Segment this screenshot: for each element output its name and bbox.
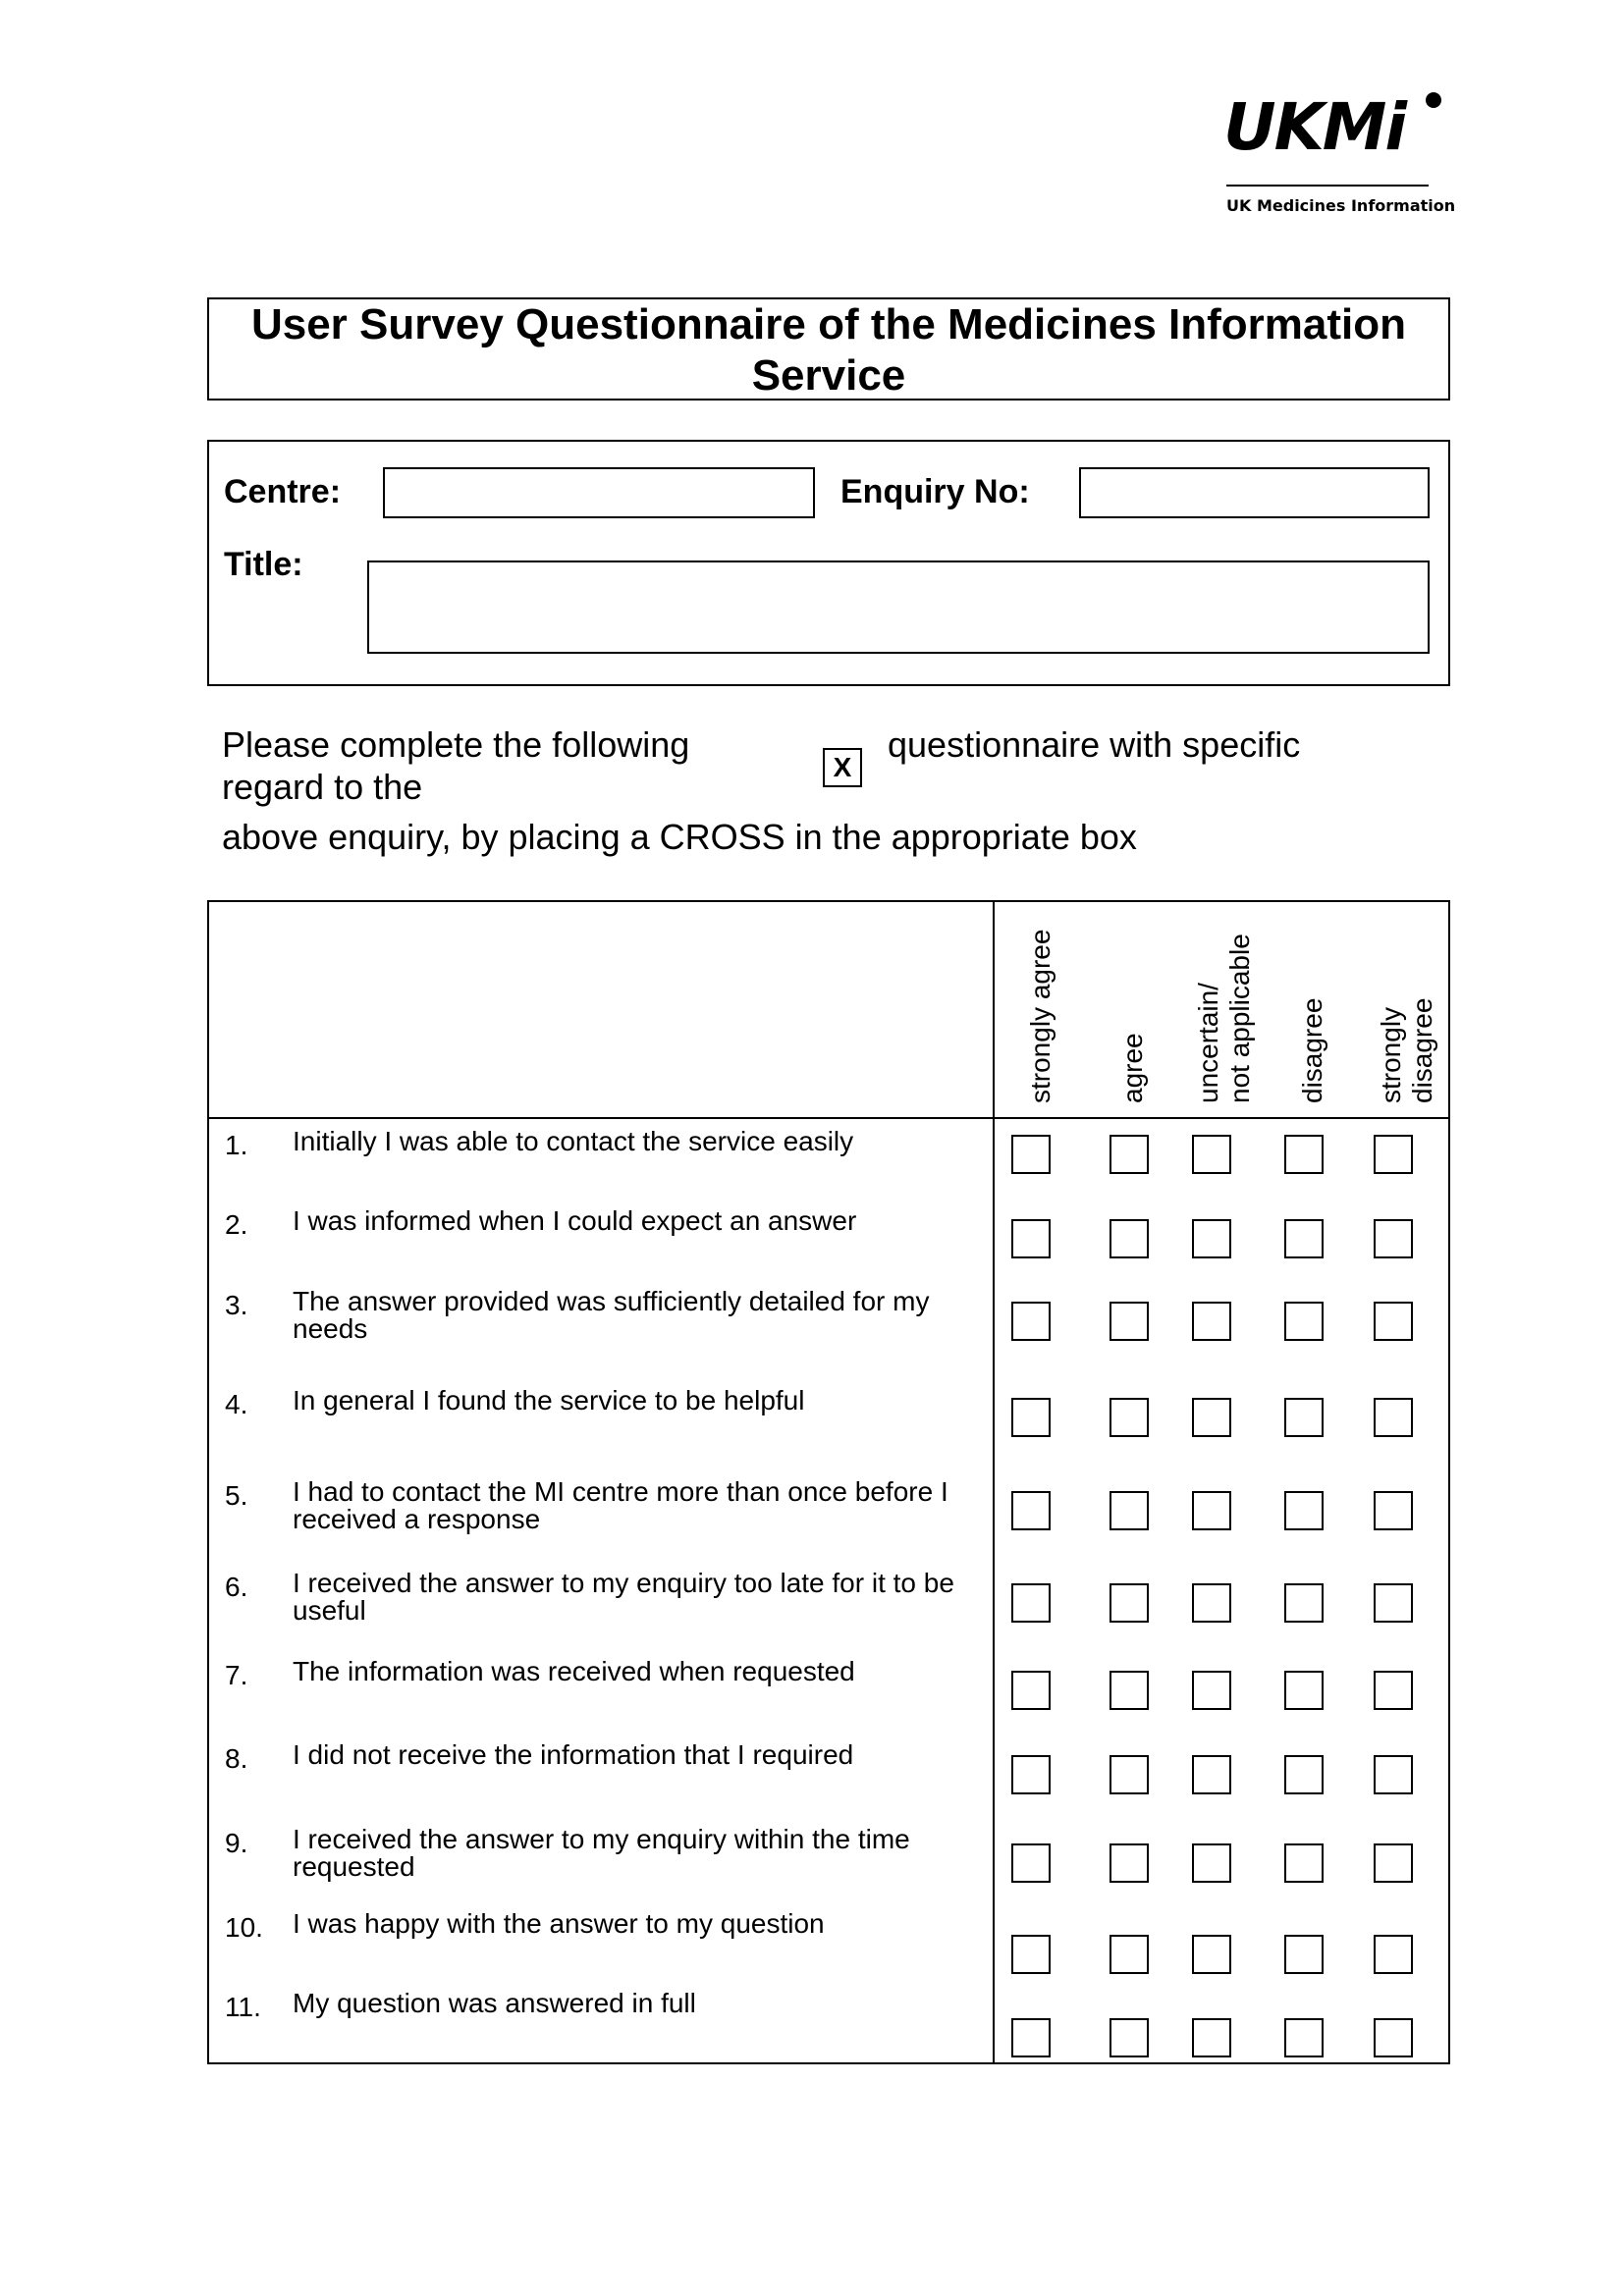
question-text: I had to contact the MI centre more than once before I received a response	[293, 1476, 948, 1534]
checkbox-agree[interactable]	[1110, 1671, 1149, 1710]
checkbox-agree[interactable]	[1110, 1302, 1149, 1341]
question-text: The information was received when requested	[293, 1656, 855, 1686]
checkbox-strongly-disagree[interactable]	[1374, 1935, 1413, 1974]
checkbox-disagree[interactable]	[1284, 1219, 1324, 1258]
checkbox-strongly-agree[interactable]	[1011, 1491, 1051, 1530]
enquiry-no-label: Enquiry No:	[840, 473, 1030, 510]
example-cross-box: X	[823, 748, 862, 787]
question-number: 3.	[225, 1290, 248, 1320]
column-header-strongly-disagree: disagree	[1407, 997, 1437, 1103]
checkbox-uncertain[interactable]	[1192, 1755, 1231, 1794]
checkbox-strongly-disagree[interactable]	[1374, 1135, 1413, 1174]
checkbox-strongly-disagree[interactable]	[1374, 1583, 1413, 1623]
question-text: I was happy with the answer to my question	[293, 1908, 825, 1939]
header-divider	[209, 1117, 1448, 1119]
question-text: I did not receive the information that I required	[293, 1739, 854, 1770]
checkbox-disagree[interactable]	[1284, 1583, 1324, 1623]
checkbox-agree[interactable]	[1110, 1843, 1149, 1883]
checkbox-strongly-disagree[interactable]	[1374, 1398, 1413, 1437]
checkbox-strongly-disagree[interactable]	[1374, 2018, 1413, 2057]
checkbox-uncertain[interactable]	[1192, 1583, 1231, 1623]
checkbox-uncertain[interactable]	[1192, 1843, 1231, 1883]
checkbox-strongly-agree[interactable]	[1011, 1135, 1051, 1174]
column-header-disagree: disagree	[1297, 997, 1327, 1103]
question-text: I was informed when I could expect an answer	[293, 1205, 857, 1236]
column-header-uncertain: not applicable	[1224, 934, 1255, 1103]
title-line-2: Service	[751, 351, 906, 400]
question-number: 2.	[225, 1209, 248, 1240]
checkbox-strongly-agree[interactable]	[1011, 1843, 1051, 1883]
checkbox-strongly-disagree[interactable]	[1374, 1302, 1413, 1341]
enquiry-info-box	[207, 440, 1450, 686]
centre-field[interactable]	[383, 467, 815, 518]
question-number: 5.	[225, 1480, 248, 1511]
checkbox-uncertain[interactable]	[1192, 1135, 1231, 1174]
checkbox-disagree[interactable]	[1284, 1491, 1324, 1530]
question-number: 11.	[225, 1992, 261, 2022]
checkbox-uncertain[interactable]	[1192, 1302, 1231, 1341]
checkbox-strongly-disagree[interactable]	[1374, 1843, 1413, 1883]
checkbox-strongly-agree[interactable]	[1011, 1219, 1051, 1258]
question-number: 1.	[225, 1130, 248, 1160]
checkbox-agree[interactable]	[1110, 2018, 1149, 2057]
checkbox-strongly-agree[interactable]	[1011, 1302, 1051, 1341]
question-number: 6.	[225, 1572, 248, 1602]
column-header-agree: agree	[1117, 1033, 1148, 1103]
title-field[interactable]	[367, 561, 1430, 654]
question-text: I received the answer to my enquiry too late for it to be useful	[293, 1568, 954, 1626]
checkbox-agree[interactable]	[1110, 1583, 1149, 1623]
checkbox-strongly-disagree[interactable]	[1374, 1671, 1413, 1710]
questionnaire-table	[207, 900, 1450, 2064]
column-header-strongly-agree: strongly agree	[1025, 929, 1056, 1103]
question-number: 10.	[225, 1912, 263, 1943]
logo-subtitle: UK Medicines Information	[1226, 196, 1456, 215]
instruction-line-3: above enquiry, by placing a CROSS in the appropriate box	[222, 817, 1137, 857]
checkbox-agree[interactable]	[1110, 1935, 1149, 1974]
checkbox-agree[interactable]	[1110, 1135, 1149, 1174]
checkbox-strongly-agree[interactable]	[1011, 1398, 1051, 1437]
checkbox-disagree[interactable]	[1284, 1671, 1324, 1710]
checkbox-uncertain[interactable]	[1192, 1935, 1231, 1974]
logo-dot	[1426, 92, 1441, 108]
question-number: 8.	[225, 1743, 248, 1774]
question-text: I received the answer to my enquiry within the time requested	[293, 1824, 910, 1882]
checkbox-agree[interactable]	[1110, 1398, 1149, 1437]
title-line-1: User Survey Questionnaire of the Medicines Information	[250, 300, 1407, 348]
instruction-line-1-right: questionnaire with specific	[888, 724, 1301, 765]
checkbox-strongly-disagree[interactable]	[1374, 1491, 1413, 1530]
instruction-line-1-left: Please complete the following	[222, 724, 690, 765]
checkbox-disagree[interactable]	[1284, 1843, 1324, 1883]
question-text: In general I found the service to be helpful	[293, 1385, 805, 1415]
centre-label: Centre:	[224, 473, 342, 510]
checkbox-uncertain[interactable]	[1192, 1671, 1231, 1710]
checkbox-uncertain[interactable]	[1192, 1219, 1231, 1258]
checkbox-disagree[interactable]	[1284, 1755, 1324, 1794]
instruction-line-2: regard to the	[222, 767, 423, 807]
question-number: 9.	[225, 1828, 248, 1858]
logo-wordmark: UKMi	[1223, 89, 1406, 165]
checkbox-uncertain[interactable]	[1192, 1491, 1231, 1530]
checkbox-agree[interactable]	[1110, 1755, 1149, 1794]
checkbox-uncertain[interactable]	[1192, 2018, 1231, 2057]
checkbox-disagree[interactable]	[1284, 1302, 1324, 1341]
checkbox-strongly-disagree[interactable]	[1374, 1755, 1413, 1794]
checkbox-strongly-agree[interactable]	[1011, 1755, 1051, 1794]
checkbox-disagree[interactable]	[1284, 2018, 1324, 2057]
column-header-strongly-disagree: strongly	[1376, 1006, 1406, 1103]
document-title	[207, 297, 1450, 400]
column-divider	[993, 902, 995, 2062]
checkbox-disagree[interactable]	[1284, 1135, 1324, 1174]
checkbox-strongly-agree[interactable]	[1011, 1671, 1051, 1710]
column-header-uncertain: uncertain/	[1193, 983, 1223, 1103]
enquiry-no-field[interactable]	[1079, 467, 1430, 518]
checkbox-agree[interactable]	[1110, 1219, 1149, 1258]
checkbox-uncertain[interactable]	[1192, 1398, 1231, 1437]
checkbox-disagree[interactable]	[1284, 1398, 1324, 1437]
checkbox-strongly-disagree[interactable]	[1374, 1219, 1413, 1258]
question-number: 7.	[225, 1660, 248, 1690]
checkbox-strongly-agree[interactable]	[1011, 1583, 1051, 1623]
checkbox-strongly-agree[interactable]	[1011, 1935, 1051, 1974]
checkbox-agree[interactable]	[1110, 1491, 1149, 1530]
title-label: Title:	[224, 546, 303, 583]
question-text: My question was answered in full	[293, 1988, 696, 2018]
checkbox-strongly-agree[interactable]	[1011, 2018, 1051, 2057]
logo-rule	[1226, 185, 1429, 187]
question-text: Initially I was able to contact the service easily	[293, 1126, 854, 1156]
question-text: The answer provided was sufficiently detailed for my needs	[293, 1286, 930, 1344]
checkbox-disagree[interactable]	[1284, 1935, 1324, 1974]
question-number: 4.	[225, 1389, 248, 1419]
